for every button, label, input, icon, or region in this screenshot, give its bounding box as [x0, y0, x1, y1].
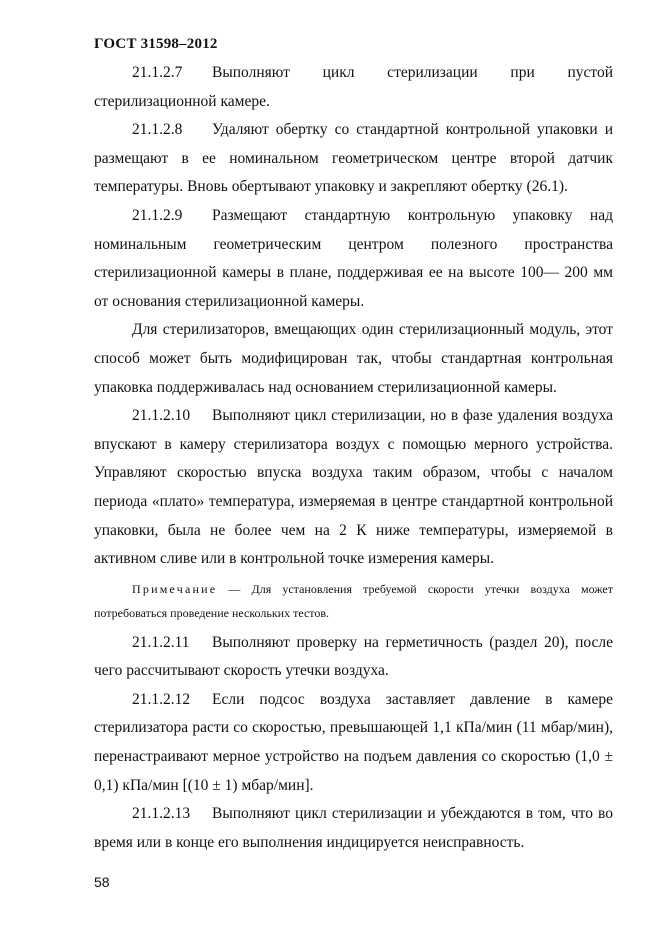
note	[94, 577, 613, 625]
clause-number: 21.1.2.8	[132, 121, 183, 139]
paragraph-text: Выполняют цикл стерилизации, но в фазе удаления воздуха впускают в камеру стерилизатора воздух с помощью мерного устройства. Управляют скоростью впуска воздуха таким образом, чтобы с началом периода «плато» температура, измеряемая в центре стандартной контрольной упаковки, была не более чем на 2 К ниже температуры, измеряемой в активном сливе или в контрольной точке измерения камеры.	[94, 407, 613, 568]
paragraph-21-1-2-8	[94, 116, 613, 202]
clause-number: 21.1.2.9	[132, 206, 183, 224]
paragraph-21-1-2-12	[94, 686, 613, 800]
note-label: Примечание	[132, 581, 218, 596]
note-text: — Для установления требуемой скорости утечки воздуха может потребоваться проведение нескольких тестов.	[94, 581, 613, 620]
paragraph-21-1-2-11	[94, 629, 613, 686]
clause-number: 21.1.2.13	[132, 805, 191, 823]
paragraph-21-1-2-9	[94, 202, 613, 316]
document-header: ГОСТ 31598–2012	[94, 36, 218, 52]
paragraph-21-1-2-10	[94, 402, 613, 574]
clause-number: 21.1.2.10	[132, 407, 191, 425]
clause-number: 21.1.2.12	[132, 690, 191, 708]
paragraph-text: Выполняют цикл стерилизации и убеждаются в том, что во время или в конце его выполнения индицируется неисправность.	[94, 805, 613, 851]
paragraph-text: Выполняют проверку на герметичность (раздел 20), после чего рассчитывают скорость утечки воздуха.	[94, 633, 613, 680]
paragraph-text: Выполняют цикл стерилизации при пустой стерилизационной камере.	[94, 64, 613, 110]
paragraph-21-1-2-13	[94, 800, 613, 857]
paragraph-text: Удаляют обертку со стандартной контрольной упаковки и размещают в ее номинальном геометрическом центре второй датчик температуры. Вновь обертывают упаковку и закрепляют обертку (26.1).	[94, 121, 613, 196]
document-body	[94, 59, 613, 857]
paragraph-text: Если подсос воздуха заставляет давление в камере стерилизатора расти со скоростью, превышающей 1,1 кПа/мин (11 мбар/мин), перенастраивают мерное устройство на подъем давления со скоростью (1,0 ± 0,1) кПа/мин [(10 ± 1) мбар/мин].	[94, 690, 613, 794]
paragraph-text: Для стерилизаторов, вмещающих один стерилизационный модуль, этот способ может быть модифицирован так, чтобы стандартная контрольная упаковка поддерживалась над основанием стерилизационной камеры.	[94, 321, 613, 396]
page-number: 58	[94, 874, 110, 890]
paragraph-modification	[94, 316, 613, 402]
paragraph-text: Размещают стандартную контрольную упаковку над номинальным геометрическим центром полезного пространства стерилизационной камеры в плане, поддерживая ее на высоте 100— 200 мм от основания стерилизационной камеры.	[94, 206, 613, 310]
clause-number: 21.1.2.11	[132, 633, 190, 651]
clause-number: 21.1.2.7	[132, 64, 183, 81]
paragraph-21-1-2-7	[94, 59, 613, 116]
